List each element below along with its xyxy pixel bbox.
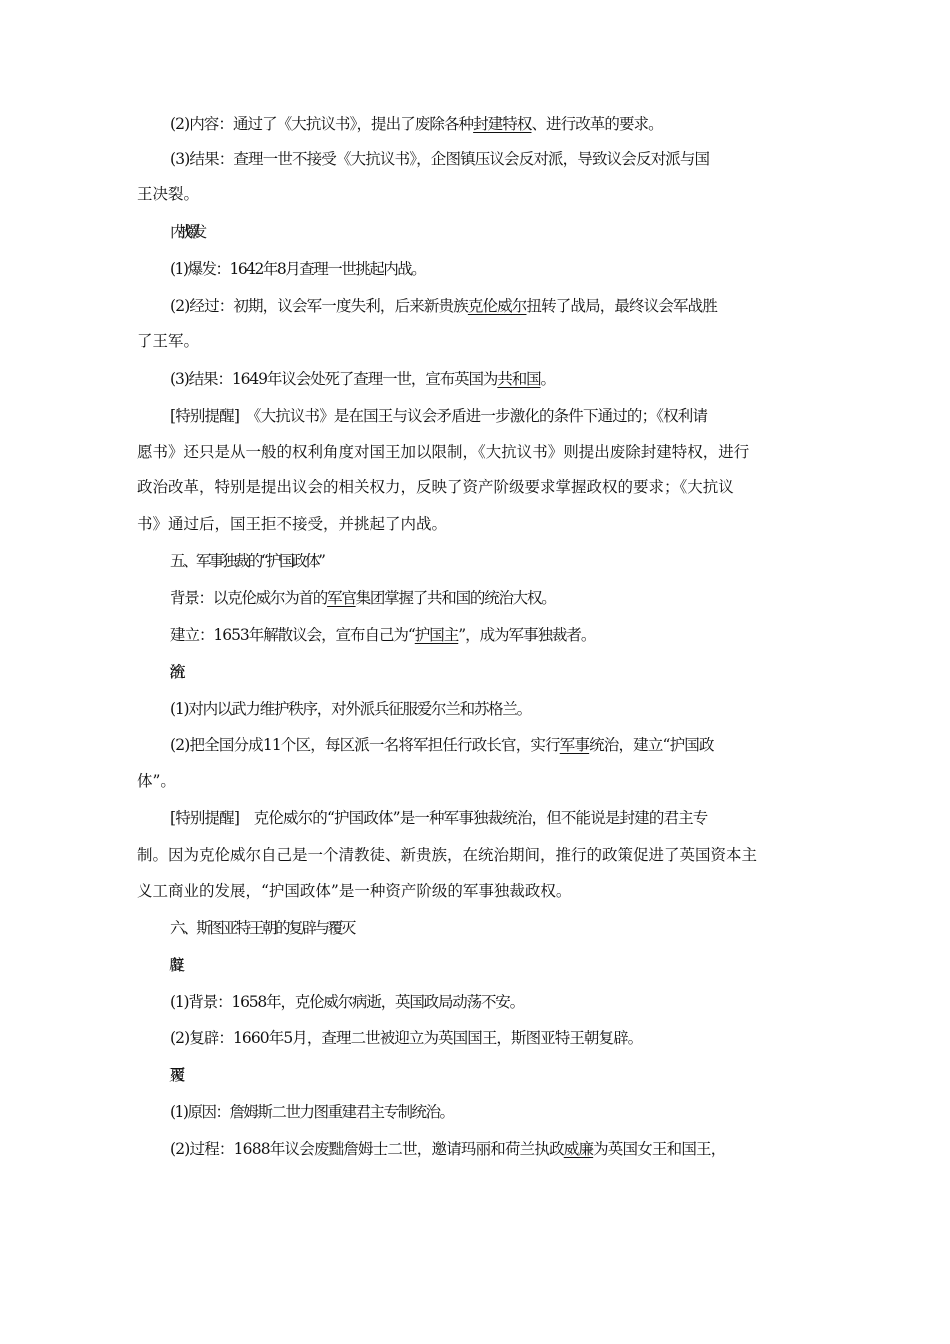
text-line <box>137 770 817 792</box>
text-line <box>170 991 850 1013</box>
text-line <box>170 698 850 720</box>
line-text: 书》通过后，国王拒不接受，并挑起了内战。 <box>137 515 448 533</box>
line-text: 愿书》还只是从一般的权利角度对国王加以限制，《大抗议书》则提出废除封建特权，进行 <box>137 443 750 461</box>
line-text: 体”。 <box>137 772 176 790</box>
line-text: (2)复辟：1660年5月，查理二世被迎立为英国国王，斯图亚特王朝复辟。 <box>170 1029 643 1047</box>
line-text-tail: 为英国女王和国王， <box>593 1140 726 1158</box>
text-line <box>170 221 850 243</box>
text-line <box>170 954 850 976</box>
underlined-keyword: 护国主 <box>414 626 459 644</box>
text-line <box>137 183 817 205</box>
line-text-tail: 集团掌握了共和国的统治大权。 <box>355 589 556 607</box>
text-line <box>137 330 817 352</box>
line-text: 制。因为克伦威尔自己是一个清教徒、新贵族，在统治期间，推行的政策促进了英国资本主 <box>137 846 758 864</box>
text-line <box>170 405 850 427</box>
line-text: (2)过程：1688年议会废黜詹姆士二世，邀请玛丽和荷兰执政 <box>170 1140 564 1158</box>
line-text: 五、军事独裁的“护国政体” <box>170 552 324 570</box>
text-line <box>170 258 850 280</box>
text-line <box>170 1064 850 1086</box>
line-text: (1)对内以武力维护秩序，对外派兵征服爱尔兰和苏格兰。 <box>170 700 531 718</box>
line-text: (1)背景：1658年，克伦威尔病逝，英国政局动荡不安。 <box>170 993 524 1011</box>
text-line <box>170 661 850 683</box>
text-line <box>170 734 850 756</box>
line-text: [特别提醒] 克伦威尔的“护国政体”是一种军事独裁统治，但不能说是封建的君主专 <box>170 809 708 827</box>
line-text-tail: 统治，建立“护国政 <box>589 736 714 754</box>
text-line <box>170 587 850 609</box>
text-line <box>170 1138 850 1160</box>
line-text: 王决裂。 <box>137 185 200 203</box>
line-text: (2)内容：通过了《大抗议书》，提出了废除各种 <box>170 115 474 133</box>
text-line <box>137 880 817 902</box>
line-text: 义工商业的发展，“护国政体”是一种资产阶级的军事独裁政权。 <box>137 882 572 900</box>
text-line <box>137 441 817 463</box>
text-line <box>170 113 850 135</box>
line-text-tail: 扭转了战局，最终议会军战胜 <box>526 297 717 315</box>
text-line <box>137 513 817 535</box>
text-line <box>170 917 850 939</box>
line-text: [特别提醒] 《大抗议书》是在国王与议会矛盾进一步激化的条件下通过的；《权利请 <box>170 407 708 425</box>
line-text-tail: 、进行改革的要求。 <box>531 115 663 133</box>
line-text: 了王军。 <box>137 332 200 350</box>
line-text: 内战爆发 <box>170 223 200 241</box>
line-text: 六、斯图亚特王朝的复辟与覆灭 <box>170 919 355 937</box>
line-text: (1)爆发：1642年8月查理一世挑起内战。 <box>170 260 426 278</box>
text-line <box>170 1101 850 1123</box>
line-text-tail: 。 <box>540 370 555 388</box>
text-line <box>137 476 817 498</box>
text-line <box>137 844 817 866</box>
text-line <box>170 148 850 170</box>
text-line <box>170 295 850 317</box>
line-text: 政治改革，特别是提出议会的相关权力，反映了资产阶级要求掌握政权的要求；《大抗议 <box>137 478 734 496</box>
underlined-keyword: 共和国 <box>497 370 541 388</box>
line-text-tail: ”，成为军事独裁者。 <box>458 626 596 644</box>
underlined-keyword: 军事 <box>559 736 590 754</box>
line-text: (1)原因：詹姆斯二世力图重建君主专制统治。 <box>170 1103 454 1121</box>
text-line <box>170 807 850 829</box>
underlined-keyword: 封建特权 <box>473 115 532 133</box>
text-line <box>170 550 850 572</box>
text-line <box>170 368 850 390</box>
underlined-keyword: 克伦威尔 <box>467 297 527 315</box>
line-text: 建立：1653年解散议会，宣布自己为“ <box>170 626 415 644</box>
line-text: (3)结果：查理一世不接受《大抗议书》，企图镇压议会反对派，导致议会反对派与国 <box>170 150 710 168</box>
underlined-keyword: 军官 <box>327 589 356 607</box>
line-text: 背景：以克伦威尔为首的 <box>170 589 328 607</box>
underlined-keyword: 威廉 <box>563 1140 594 1158</box>
line-text: (3)结果：1649年议会处死了查理一世，宣布英国为 <box>170 370 498 388</box>
text-line <box>170 1027 850 1049</box>
text-line <box>170 624 850 646</box>
line-text: (2)经过：初期，议会军一度失利，后来新贵族 <box>170 297 468 315</box>
line-text: (2)把全国分成11个区，每区派一名将军担任行政长官，实行 <box>170 736 560 754</box>
